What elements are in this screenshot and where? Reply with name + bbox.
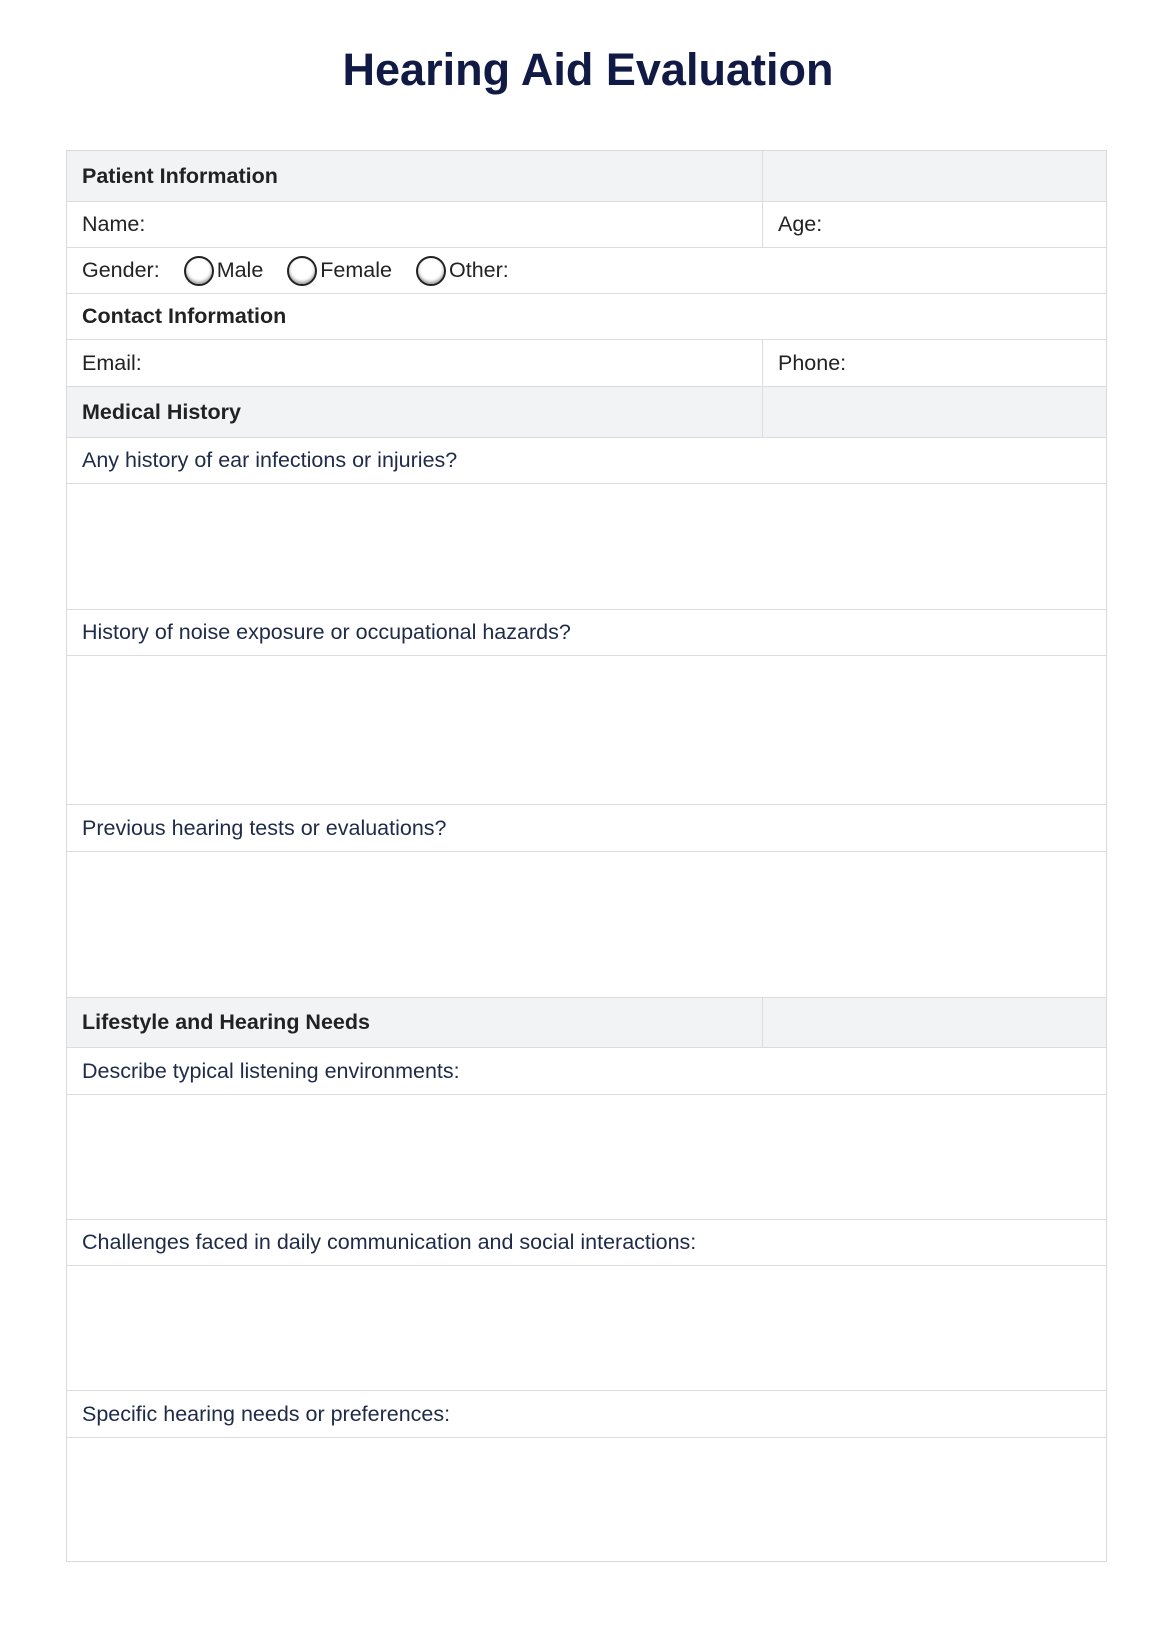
option-label: Female: [320, 258, 392, 282]
gender-option-other[interactable]: [416, 256, 509, 286]
radio-icon[interactable]: [184, 256, 214, 286]
section-title-medical: Medical History: [67, 387, 763, 437]
option-label: Male: [216, 258, 264, 282]
question-label: Describe typical listening environments:: [82, 1058, 460, 1083]
empty-cell: [763, 387, 1106, 437]
question-label: History of noise exposure or occupational hazards?: [82, 620, 571, 644]
answer-area[interactable]: [67, 1266, 1106, 1390]
gender-option-female[interactable]: [287, 256, 392, 286]
option-label: Other:: [449, 258, 509, 282]
evaluation-form: [66, 150, 1107, 1562]
section-title-contact: Contact Information: [82, 304, 287, 328]
radio-icon[interactable]: [287, 256, 317, 286]
gender-row: [67, 248, 1106, 293]
section-title-lifestyle: Lifestyle and Hearing Needs: [67, 998, 763, 1047]
question-label: Any history of ear infections or injuries?: [82, 448, 458, 472]
answer-area[interactable]: [67, 852, 1106, 997]
question-label: Previous hearing tests or evaluations?: [82, 815, 447, 840]
radio-icon[interactable]: [416, 256, 446, 286]
section-header-patient: [67, 151, 1106, 202]
name-field[interactable]: Name:: [67, 202, 763, 247]
question-label: Challenges faced in daily communication and social interactions:: [82, 1230, 697, 1254]
question-label: Specific hearing needs or preferences:: [82, 1401, 451, 1426]
page-title: Hearing Aid Evaluation: [342, 44, 834, 95]
gender-option-male[interactable]: [184, 256, 264, 286]
email-field[interactable]: Email:: [67, 340, 763, 386]
age-field[interactable]: Age:: [778, 212, 823, 236]
answer-area[interactable]: [67, 1438, 1106, 1561]
empty-cell: [763, 151, 1106, 201]
answer-area[interactable]: [67, 1095, 1106, 1219]
gender-label: Gender:: [82, 258, 160, 282]
empty-cell: [763, 998, 1106, 1047]
section-title: Patient Information: [67, 151, 763, 201]
answer-area[interactable]: [67, 656, 1106, 804]
phone-field[interactable]: Phone:: [778, 350, 847, 375]
answer-area[interactable]: [67, 484, 1106, 609]
